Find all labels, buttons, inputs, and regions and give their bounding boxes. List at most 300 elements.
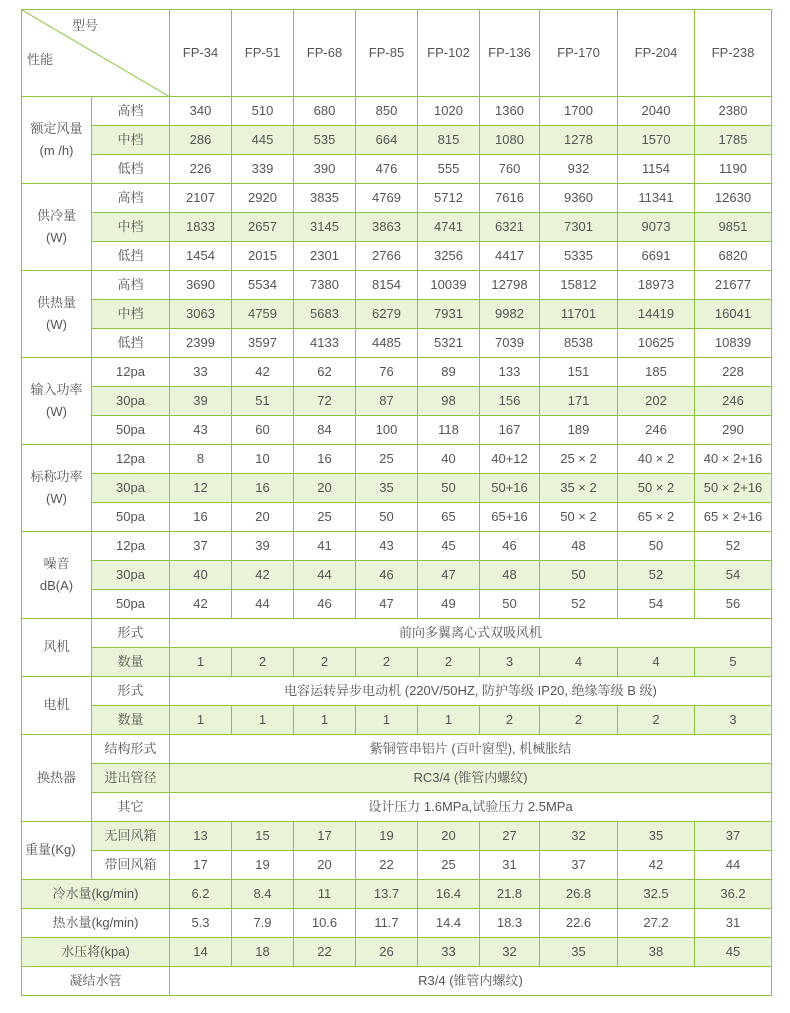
value-cell: 50 × 2 — [618, 474, 695, 503]
value-cell: 9982 — [480, 300, 540, 329]
value-cell: 65 — [418, 503, 480, 532]
value-cell: 390 — [294, 155, 356, 184]
value-cell: 18.3 — [480, 909, 540, 938]
motor-type-row — [22, 677, 772, 706]
value-cell: 1833 — [170, 213, 232, 242]
spec-row — [22, 184, 772, 213]
value-cell: 2766 — [356, 242, 418, 271]
value-cell: 6279 — [356, 300, 418, 329]
value-cell: 4133 — [294, 329, 356, 358]
value-cell: 52 — [695, 532, 772, 561]
spec-table — [21, 9, 772, 996]
value-cell: 16 — [232, 474, 294, 503]
value-cell: 98 — [418, 387, 480, 416]
value-cell: 48 — [480, 561, 540, 590]
motor-type-value: 电容运转异步电动机 (220V/50HZ, 防护等级 IP20, 绝缘等级 B 级) — [170, 677, 772, 706]
value-cell: 50 — [618, 532, 695, 561]
spec-row — [22, 503, 772, 532]
value-cell: 1 — [170, 648, 232, 677]
spec-row — [22, 126, 772, 155]
sub-label: 50pa — [92, 416, 170, 445]
condensate-row — [22, 967, 772, 996]
value-cell: 19 — [356, 822, 418, 851]
fan-label: 风机 — [22, 619, 92, 677]
value-cell: 56 — [695, 590, 772, 619]
fan-count-row — [22, 648, 772, 677]
value-cell: 33 — [170, 358, 232, 387]
value-cell: 16 — [294, 445, 356, 474]
sub-label: 高档 — [92, 271, 170, 300]
sub-label: 低挡 — [92, 242, 170, 271]
flow-row — [22, 880, 772, 909]
value-cell: 40 — [170, 561, 232, 590]
value-cell: 5534 — [232, 271, 294, 300]
value-cell: 40 — [418, 445, 480, 474]
value-cell: 100 — [356, 416, 418, 445]
value-cell: 32 — [540, 822, 618, 851]
value-cell: 1154 — [618, 155, 695, 184]
value-cell: 39 — [232, 532, 294, 561]
value-cell: 65 × 2 — [618, 503, 695, 532]
value-cell: 20 — [294, 851, 356, 880]
value-cell: 16 — [170, 503, 232, 532]
value-cell: 14 — [170, 938, 232, 967]
value-cell: 8 — [170, 445, 232, 474]
value-cell: 47 — [418, 561, 480, 590]
value-cell: 26 — [356, 938, 418, 967]
value-cell: 2920 — [232, 184, 294, 213]
value-cell: 35 — [356, 474, 418, 503]
value-cell: 10625 — [618, 329, 695, 358]
value-cell: 1454 — [170, 242, 232, 271]
value-cell: 151 — [540, 358, 618, 387]
model-header-cell: FP-68 — [294, 10, 356, 97]
value-cell: 20 — [418, 822, 480, 851]
heat-exchanger-value: 紫铜管串铝片 (百叶窗型), 机械胀结 — [170, 735, 772, 764]
spec-row — [22, 97, 772, 126]
model-header-cell: FP-136 — [480, 10, 540, 97]
value-cell: 6321 — [480, 213, 540, 242]
sub-label: 50pa — [92, 590, 170, 619]
value-cell: 35 × 2 — [540, 474, 618, 503]
group-unit: (W) — [46, 230, 67, 245]
motor-count-row — [22, 706, 772, 735]
value-cell: 43 — [356, 532, 418, 561]
value-cell: 60 — [232, 416, 294, 445]
value-cell: 7039 — [480, 329, 540, 358]
flow-row — [22, 909, 772, 938]
sub-label: 中档 — [92, 300, 170, 329]
value-cell: 42 — [170, 590, 232, 619]
value-cell: 37 — [695, 822, 772, 851]
group-unit: (W) — [46, 404, 67, 419]
value-cell: 664 — [356, 126, 418, 155]
value-cell: 10039 — [418, 271, 480, 300]
value-cell: 14419 — [618, 300, 695, 329]
spec-row — [22, 590, 772, 619]
value-cell: 54 — [695, 561, 772, 590]
value-cell: 2 — [418, 648, 480, 677]
value-cell: 84 — [294, 416, 356, 445]
value-cell: 246 — [695, 387, 772, 416]
value-cell: 39 — [170, 387, 232, 416]
value-cell: 2 — [480, 706, 540, 735]
value-cell: 54 — [618, 590, 695, 619]
corner-header — [22, 10, 170, 97]
heat-exchanger-row — [22, 793, 772, 822]
value-cell: 40+12 — [480, 445, 540, 474]
value-cell: 13.7 — [356, 880, 418, 909]
group-label — [22, 184, 92, 271]
value-cell: 226 — [170, 155, 232, 184]
spec-row — [22, 474, 772, 503]
sub-label: 形式 — [92, 677, 170, 706]
value-cell: 45 — [418, 532, 480, 561]
sub-label: 无回风箱 — [92, 822, 170, 851]
value-cell: 2040 — [618, 97, 695, 126]
value-cell: 52 — [618, 561, 695, 590]
value-cell: 10.6 — [294, 909, 356, 938]
value-cell: 476 — [356, 155, 418, 184]
value-cell: 50 — [540, 561, 618, 590]
value-cell: 4741 — [418, 213, 480, 242]
value-cell: 22 — [294, 938, 356, 967]
model-header-cell: FP-51 — [232, 10, 294, 97]
value-cell: 7.9 — [232, 909, 294, 938]
sub-label: 30pa — [92, 387, 170, 416]
value-cell: 31 — [695, 909, 772, 938]
value-cell: 1190 — [695, 155, 772, 184]
spec-row — [22, 271, 772, 300]
value-cell: 3256 — [418, 242, 480, 271]
sub-label: 带回风箱 — [92, 851, 170, 880]
value-cell: 2399 — [170, 329, 232, 358]
sub-label: 低挡 — [92, 329, 170, 358]
spec-row — [22, 242, 772, 271]
model-header-cell: FP-170 — [540, 10, 618, 97]
sub-label: 12pa — [92, 532, 170, 561]
value-cell: 20 — [294, 474, 356, 503]
weight-label: 重量(Kg) — [22, 822, 92, 880]
value-cell: 35 — [618, 822, 695, 851]
group-name: 额定风量 — [30, 120, 83, 136]
value-cell: 9360 — [540, 184, 618, 213]
group-name: 供热量 — [36, 294, 76, 310]
value-cell: 14.4 — [418, 909, 480, 938]
value-cell: 32 — [480, 938, 540, 967]
sub-label: 中档 — [92, 126, 170, 155]
value-cell: 22.6 — [540, 909, 618, 938]
value-cell: 3597 — [232, 329, 294, 358]
value-cell: 33 — [418, 938, 480, 967]
spec-row — [22, 561, 772, 590]
value-cell: 167 — [480, 416, 540, 445]
flow-label: 热水量(kg/min) — [22, 909, 170, 938]
value-cell: 680 — [294, 97, 356, 126]
value-cell: 1020 — [418, 97, 480, 126]
value-cell: 3063 — [170, 300, 232, 329]
sub-label: 50pa — [92, 503, 170, 532]
value-cell: 49 — [418, 590, 480, 619]
value-cell: 65+16 — [480, 503, 540, 532]
model-header-cell: FP-102 — [418, 10, 480, 97]
value-cell: 9073 — [618, 213, 695, 242]
group-unit: (W) — [46, 491, 67, 506]
value-cell: 38 — [618, 938, 695, 967]
value-cell: 46 — [480, 532, 540, 561]
group-label — [22, 445, 92, 532]
value-cell: 27.2 — [618, 909, 695, 938]
value-cell: 9851 — [695, 213, 772, 242]
value-cell: 40 × 2+16 — [695, 445, 772, 474]
value-cell: 41 — [294, 532, 356, 561]
model-header-cell: FP-204 — [618, 10, 695, 97]
value-cell: 50+16 — [480, 474, 540, 503]
value-cell: 26.8 — [540, 880, 618, 909]
value-cell: 1360 — [480, 97, 540, 126]
corner-performance-label: 性能 — [27, 52, 54, 67]
value-cell: 185 — [618, 358, 695, 387]
value-cell: 5335 — [540, 242, 618, 271]
value-cell: 1080 — [480, 126, 540, 155]
sub-label: 其它 — [92, 793, 170, 822]
value-cell: 11 — [294, 880, 356, 909]
value-cell: 27 — [480, 822, 540, 851]
value-cell: 11341 — [618, 184, 695, 213]
group-name: 噪音 — [43, 555, 70, 571]
value-cell: 50 — [480, 590, 540, 619]
value-cell: 19 — [232, 851, 294, 880]
heat-exchanger-row — [22, 735, 772, 764]
sub-label: 中档 — [92, 213, 170, 242]
value-cell: 52 — [540, 590, 618, 619]
group-label — [22, 97, 92, 184]
value-cell: 1785 — [695, 126, 772, 155]
value-cell: 1 — [294, 706, 356, 735]
corner-model-label: 型号 — [72, 18, 99, 33]
value-cell: 44 — [294, 561, 356, 590]
value-cell: 32.5 — [618, 880, 695, 909]
spec-row — [22, 300, 772, 329]
value-cell: 16041 — [695, 300, 772, 329]
heat-exchanger-value: 设计压力 1.6MPa,试验压力 2.5MPa — [170, 793, 772, 822]
model-header-cell: FP-85 — [356, 10, 418, 97]
value-cell: 40 × 2 — [618, 445, 695, 474]
value-cell: 7616 — [480, 184, 540, 213]
value-cell: 42 — [232, 358, 294, 387]
group-name: 标称功率 — [30, 468, 83, 484]
fan-type-value: 前向多翼离心式双吸风机 — [170, 619, 772, 648]
value-cell: 1 — [418, 706, 480, 735]
value-cell: 7931 — [418, 300, 480, 329]
value-cell: 76 — [356, 358, 418, 387]
value-cell: 72 — [294, 387, 356, 416]
value-cell: 1 — [232, 706, 294, 735]
value-cell: 50 — [418, 474, 480, 503]
sub-label: 高档 — [92, 184, 170, 213]
sub-label: 形式 — [92, 619, 170, 648]
value-cell: 42 — [232, 561, 294, 590]
value-cell: 171 — [540, 387, 618, 416]
value-cell: 4759 — [232, 300, 294, 329]
value-cell: 118 — [418, 416, 480, 445]
spec-row — [22, 387, 772, 416]
value-cell: 12630 — [695, 184, 772, 213]
value-cell: 3 — [695, 706, 772, 735]
value-cell: 555 — [418, 155, 480, 184]
value-cell: 48 — [540, 532, 618, 561]
spec-row — [22, 213, 772, 242]
value-cell: 22 — [356, 851, 418, 880]
value-cell: 12798 — [480, 271, 540, 300]
condensate-label: 凝结水管 — [22, 967, 170, 996]
value-cell: 2 — [232, 648, 294, 677]
value-cell: 228 — [695, 358, 772, 387]
value-cell: 760 — [480, 155, 540, 184]
value-cell: 45 — [695, 938, 772, 967]
value-cell: 44 — [695, 851, 772, 880]
value-cell: 18973 — [618, 271, 695, 300]
sub-label: 12pa — [92, 445, 170, 474]
group-name: 供冷量 — [36, 207, 76, 223]
value-cell: 2 — [618, 706, 695, 735]
value-cell: 189 — [540, 416, 618, 445]
value-cell: 4 — [540, 648, 618, 677]
motor-label: 电机 — [22, 677, 92, 735]
heat-exchanger-label: 换热器 — [22, 735, 92, 822]
value-cell: 1278 — [540, 126, 618, 155]
sub-label: 数量 — [92, 706, 170, 735]
value-cell: 65 × 2+16 — [695, 503, 772, 532]
value-cell: 25 — [294, 503, 356, 532]
value-cell: 2015 — [232, 242, 294, 271]
value-cell: 2380 — [695, 97, 772, 126]
value-cell: 12 — [170, 474, 232, 503]
spec-row — [22, 329, 772, 358]
value-cell: 51 — [232, 387, 294, 416]
heat-exchanger-row — [22, 764, 772, 793]
sub-label: 30pa — [92, 561, 170, 590]
value-cell: 6691 — [618, 242, 695, 271]
value-cell: 15812 — [540, 271, 618, 300]
value-cell: 16.4 — [418, 880, 480, 909]
fan-type-row — [22, 619, 772, 648]
value-cell: 8538 — [540, 329, 618, 358]
value-cell: 43 — [170, 416, 232, 445]
value-cell: 50 × 2+16 — [695, 474, 772, 503]
value-cell: 3835 — [294, 184, 356, 213]
value-cell: 5.3 — [170, 909, 232, 938]
flow-label: 水压将(kpa) — [22, 938, 170, 967]
value-cell: 13 — [170, 822, 232, 851]
value-cell: 4417 — [480, 242, 540, 271]
spec-row — [22, 358, 772, 387]
value-cell: 31 — [480, 851, 540, 880]
value-cell: 44 — [232, 590, 294, 619]
value-cell: 2107 — [170, 184, 232, 213]
group-unit: (W) — [46, 317, 67, 332]
value-cell: 4485 — [356, 329, 418, 358]
value-cell: 62 — [294, 358, 356, 387]
value-cell: 20 — [232, 503, 294, 532]
value-cell: 2301 — [294, 242, 356, 271]
spec-row — [22, 445, 772, 474]
group-label — [22, 358, 92, 445]
model-header-cell: FP-34 — [170, 10, 232, 97]
value-cell: 50 × 2 — [540, 503, 618, 532]
value-cell: 133 — [480, 358, 540, 387]
value-cell: 510 — [232, 97, 294, 126]
value-cell: 8.4 — [232, 880, 294, 909]
group-unit: (m /h) — [39, 143, 74, 158]
value-cell: 202 — [618, 387, 695, 416]
value-cell: 5 — [695, 648, 772, 677]
value-cell: 2657 — [232, 213, 294, 242]
value-cell: 290 — [695, 416, 772, 445]
value-cell: 87 — [356, 387, 418, 416]
value-cell: 17 — [170, 851, 232, 880]
group-label — [22, 271, 92, 358]
value-cell: 3145 — [294, 213, 356, 242]
condensate-value: R3/4 (锥管内螺纹) — [170, 967, 772, 996]
value-cell: 850 — [356, 97, 418, 126]
flow-row — [22, 938, 772, 967]
value-cell: 15 — [232, 822, 294, 851]
value-cell: 2 — [294, 648, 356, 677]
value-cell: 1 — [356, 706, 418, 735]
value-cell: 11.7 — [356, 909, 418, 938]
value-cell: 4769 — [356, 184, 418, 213]
sub-label: 12pa — [92, 358, 170, 387]
value-cell: 5683 — [294, 300, 356, 329]
value-cell: 932 — [540, 155, 618, 184]
value-cell: 25 × 2 — [540, 445, 618, 474]
value-cell: 815 — [418, 126, 480, 155]
value-cell: 46 — [356, 561, 418, 590]
model-header-cell: FP-238 — [695, 10, 772, 97]
value-cell: 246 — [618, 416, 695, 445]
value-cell: 18 — [232, 938, 294, 967]
value-cell: 37 — [170, 532, 232, 561]
value-cell: 4 — [618, 648, 695, 677]
heat-exchanger-value: RC3/4 (锥管内螺纹) — [170, 764, 772, 793]
spec-row — [22, 155, 772, 184]
value-cell: 286 — [170, 126, 232, 155]
value-cell: 339 — [232, 155, 294, 184]
value-cell: 21.8 — [480, 880, 540, 909]
value-cell: 3690 — [170, 271, 232, 300]
value-cell: 8154 — [356, 271, 418, 300]
value-cell: 21677 — [695, 271, 772, 300]
value-cell: 10839 — [695, 329, 772, 358]
value-cell: 25 — [418, 851, 480, 880]
spec-row — [22, 416, 772, 445]
sub-label: 低档 — [92, 155, 170, 184]
value-cell: 1700 — [540, 97, 618, 126]
value-cell: 6.2 — [170, 880, 232, 909]
value-cell: 37 — [540, 851, 618, 880]
value-cell: 5712 — [418, 184, 480, 213]
value-cell: 5321 — [418, 329, 480, 358]
value-cell: 46 — [294, 590, 356, 619]
sub-label: 数量 — [92, 648, 170, 677]
value-cell: 2 — [356, 648, 418, 677]
group-unit: dB(A) — [39, 578, 74, 593]
value-cell: 89 — [418, 358, 480, 387]
value-cell: 7301 — [540, 213, 618, 242]
spec-row — [22, 532, 772, 561]
value-cell: 7380 — [294, 271, 356, 300]
